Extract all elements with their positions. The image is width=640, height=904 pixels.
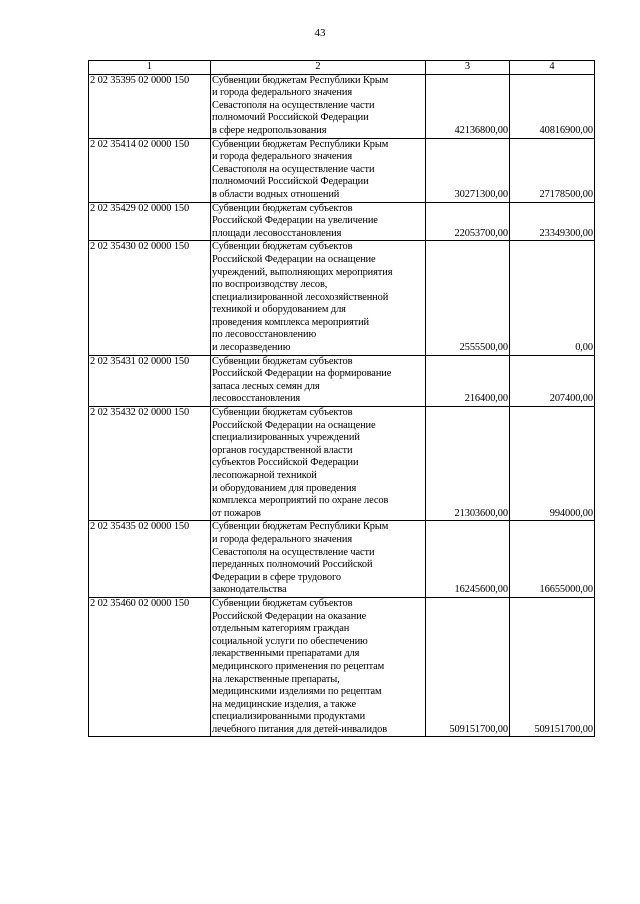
table-row	[89, 202, 595, 241]
amount-col-4-cell: 207400,00	[510, 355, 595, 406]
table-row	[89, 355, 595, 406]
income-name-cell: Субвенции бюджетам Республики Крым и города федерального значения Севастополя на осуществление части полномочий Российской Федерации в области водных отношений	[211, 138, 426, 202]
amount-col-3-cell: 216400,00	[426, 355, 510, 406]
table-row	[89, 241, 595, 355]
income-name-cell: Субвенции бюджетам субъектов Российской Федерации на оказание отдельным категориям граждан социальной услуги по обеспечению лекарственными препаратами для медицинского применения по рецептам на лекарственные препараты, медицинскими изделиями по рецептам на медицинские изделия, а также специализированными продуктами лечебного питания для детей-инвалидов	[211, 597, 426, 737]
amount-col-3-cell: 42136800,00	[426, 74, 510, 138]
amount-col-3-cell: 509151700,00	[426, 597, 510, 737]
amount-col-3-cell: 2555500,00	[426, 241, 510, 355]
amount-col-4-cell: 27178500,00	[510, 138, 595, 202]
amount-col-3-cell: 16245600,00	[426, 521, 510, 598]
table-header-row	[89, 61, 595, 75]
income-name-cell: Субвенции бюджетам Республики Крым и города федерального значения Севастополя на осуществление части переданных полномочий Российской Федерации в сфере трудового законодательства	[211, 521, 426, 598]
income-code-cell: 2 02 35395 02 0000 150	[89, 74, 211, 138]
budget-table	[88, 60, 595, 737]
income-name-cell: Субвенции бюджетам субъектов Российской Федерации на увеличение площади лесовосстановления	[211, 202, 426, 241]
income-name-cell: Субвенции бюджетам субъектов Российской Федерации на оснащение специализированных учреждений органов государственной власти субъектов Российской Федерации лесопожарной техникой и оборудованием для проведения комплекса мероприятий по охране лесов от пожаров	[211, 407, 426, 521]
amount-col-4-cell: 509151700,00	[510, 597, 595, 737]
amount-col-4-cell: 23349300,00	[510, 202, 595, 241]
income-code-cell: 2 02 35429 02 0000 150	[89, 202, 211, 241]
column-header-name: 2	[211, 61, 426, 75]
amount-col-4-cell: 994000,00	[510, 407, 595, 521]
income-code-cell: 2 02 35431 02 0000 150	[89, 355, 211, 406]
amount-col-3-cell: 22053700,00	[426, 202, 510, 241]
income-name-cell: Субвенции бюджетам субъектов Российской Федерации на формирование запаса лесных семян для лесовосстановления	[211, 355, 426, 406]
column-header-code: 1	[89, 61, 211, 75]
amount-col-3-cell: 30271300,00	[426, 138, 510, 202]
page-number: 43	[314, 27, 326, 39]
amount-col-4-cell: 16655000,00	[510, 521, 595, 598]
column-header-value-4: 4	[510, 61, 595, 75]
amount-col-3-cell: 21303600,00	[426, 407, 510, 521]
table-row	[89, 74, 595, 138]
income-name-cell: Субвенции бюджетам Республики Крым и города федерального значения Севастополя на осуществление части полномочий Российской Федерации в сфере недропользования	[211, 74, 426, 138]
income-code-cell: 2 02 35430 02 0000 150	[89, 241, 211, 355]
amount-col-4-cell: 0,00	[510, 241, 595, 355]
income-code-cell: 2 02 35414 02 0000 150	[89, 138, 211, 202]
column-header-value-3: 3	[426, 61, 510, 75]
table-row	[89, 597, 595, 737]
income-code-cell: 2 02 35432 02 0000 150	[89, 407, 211, 521]
amount-col-4-cell: 40816900,00	[510, 74, 595, 138]
table-row	[89, 407, 595, 521]
table-row	[89, 521, 595, 598]
income-code-cell: 2 02 35435 02 0000 150	[89, 521, 211, 598]
table-row	[89, 138, 595, 202]
income-name-cell: Субвенции бюджетам субъектов Российской Федерации на оснащение учреждений, выполняющих мероприятия по воспроизводству лесов, специализированной лесохозяйственной техникой и оборудованием для проведения комплекса мероприятий по лесовосстановлению и лесоразведению	[211, 241, 426, 355]
income-code-cell: 2 02 35460 02 0000 150	[89, 597, 211, 737]
